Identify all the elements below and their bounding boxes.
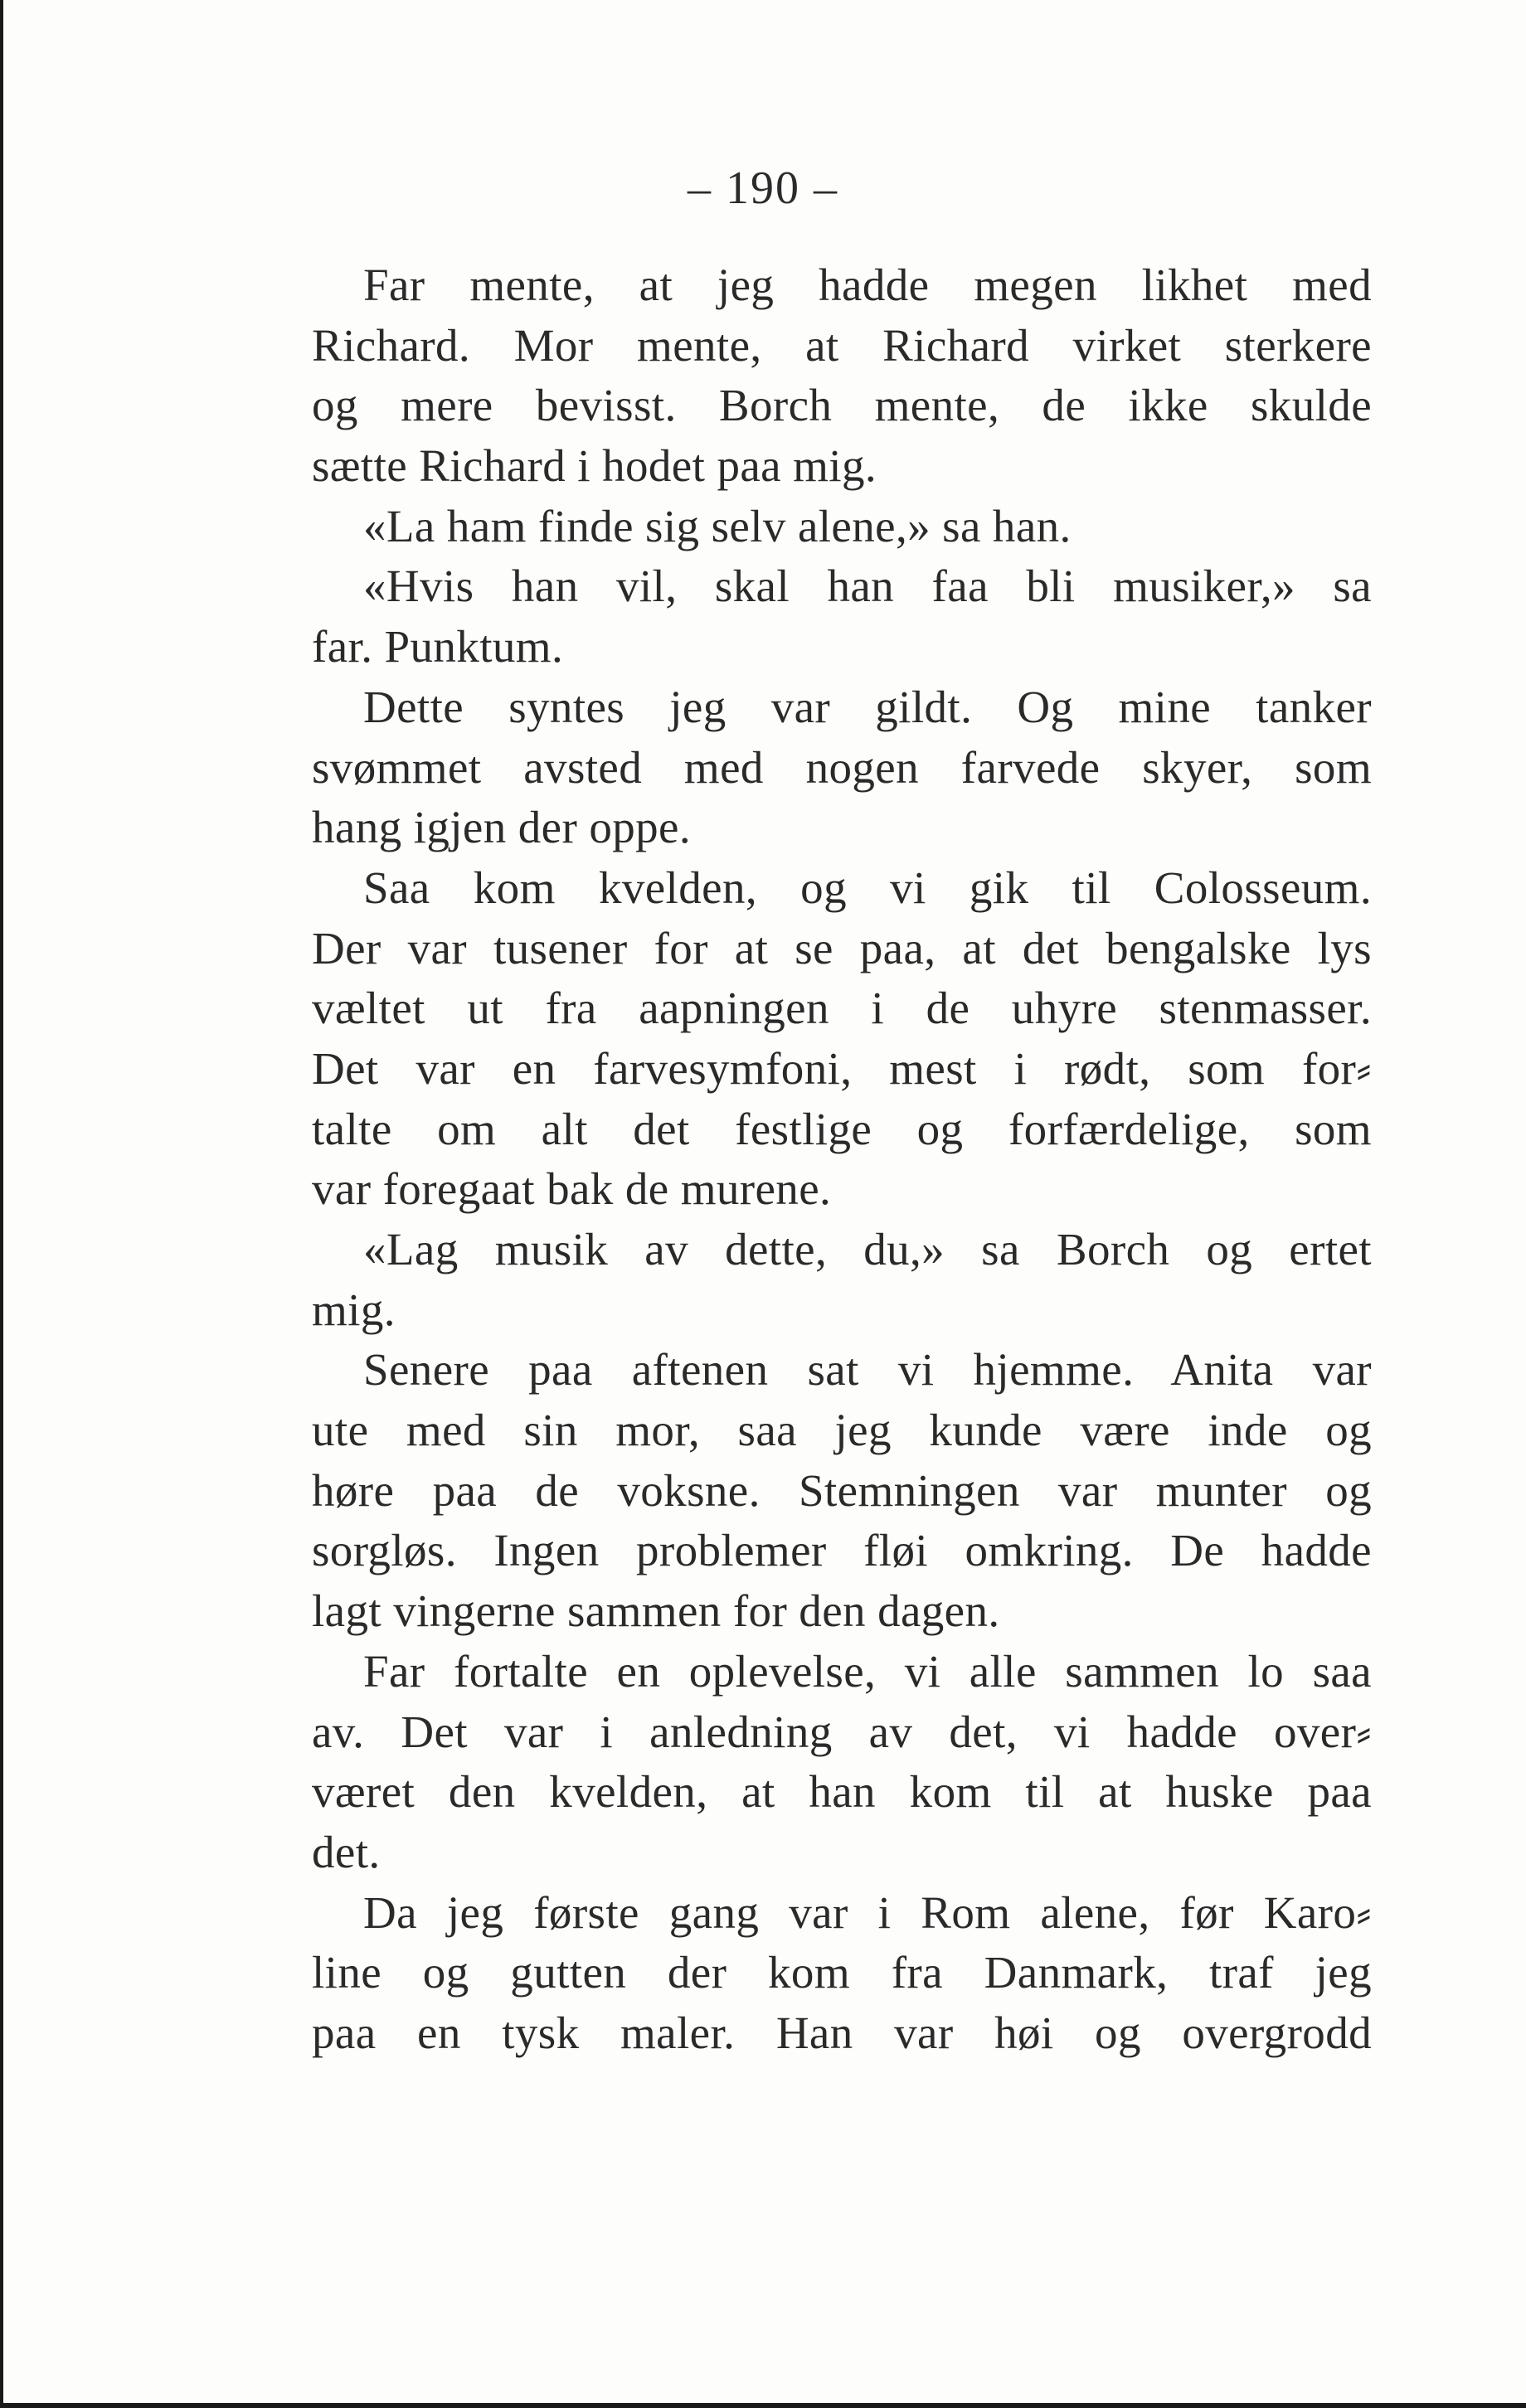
text-line: line og gutten der kom fra Danmark, traf jeg xyxy=(312,1947,1372,1998)
text-line: det. xyxy=(312,1826,381,1877)
text-line: Da jeg første gang var i Rom alene, før Karo⸗ xyxy=(363,1886,1372,1938)
text-line: hang igjen der oppe. xyxy=(312,802,692,853)
text-line: og mere bevisst. Borch mente, de ikke skulde xyxy=(312,380,1372,431)
text-line: Senere paa aftenen sat vi hjemme. Anita var xyxy=(363,1344,1372,1396)
text-line: Richard. Mor mente, at Richard virket sterkere xyxy=(312,319,1372,371)
text-line: «La ham finde sig selv alene,» sa han. xyxy=(363,500,1072,551)
text-line: av. Det var i anledning av det, vi hadde over⸗ xyxy=(312,1706,1372,1757)
text-line: Der var tusener for at se paa, at det bengalske lys xyxy=(312,922,1372,973)
text-line: Dette syntes jeg var gildt. Og mine tanker xyxy=(363,681,1372,732)
text-line: svømmet avsted med nogen farvede skyer, som xyxy=(312,741,1372,793)
text-line: ute med sin mor, saa jeg kunde være inde og xyxy=(312,1405,1372,1456)
text-line: «Hvis han vil, skal han faa bli musiker,» sa xyxy=(363,561,1372,612)
text-line: lagt vingerne sammen for den dagen. xyxy=(312,1585,1000,1637)
text-line: været den kvelden, at han kom til at huske paa xyxy=(312,1766,1372,1818)
text-line: Far fortalte en oplevelse, vi alle sammen lo saa xyxy=(363,1645,1372,1697)
text-line: var foregaat bak de murene. xyxy=(312,1163,832,1215)
text-line: Far mente, at jeg hadde megen likhet med xyxy=(363,260,1372,310)
text-line: sætte Richard i hodet paa mig. xyxy=(312,440,877,492)
text-line: far. Punktum. xyxy=(312,621,564,672)
text-line: høre paa de voksne. Stemningen var munter og xyxy=(312,1464,1372,1516)
text-line: Saa kom kvelden, og vi gik til Colosseum. xyxy=(363,862,1372,913)
text-line: væltet ut fra aapningen i de uhyre stenmasser. xyxy=(312,983,1372,1034)
text-line: «Lag musik av dette, du,» sa Borch og ertet xyxy=(363,1224,1372,1274)
text-line: paa en tysk maler. Han var høi og overgrodd xyxy=(312,2007,1372,2058)
body-text xyxy=(312,255,1372,2064)
scan-edge-bottom xyxy=(0,2403,1526,2408)
page-number: – 190 – xyxy=(688,163,838,214)
text-line: Det var en farvesymfoni, mest i rødt, som for⸗ xyxy=(312,1042,1372,1094)
scan-edge-left xyxy=(0,0,3,2408)
text-line: mig. xyxy=(312,1284,396,1335)
text-line: sorgløs. Ingen problemer fløi omkring. De hadde xyxy=(312,1525,1372,1576)
text-line: talte om alt det festlige og forfærdelige, som xyxy=(312,1103,1372,1154)
